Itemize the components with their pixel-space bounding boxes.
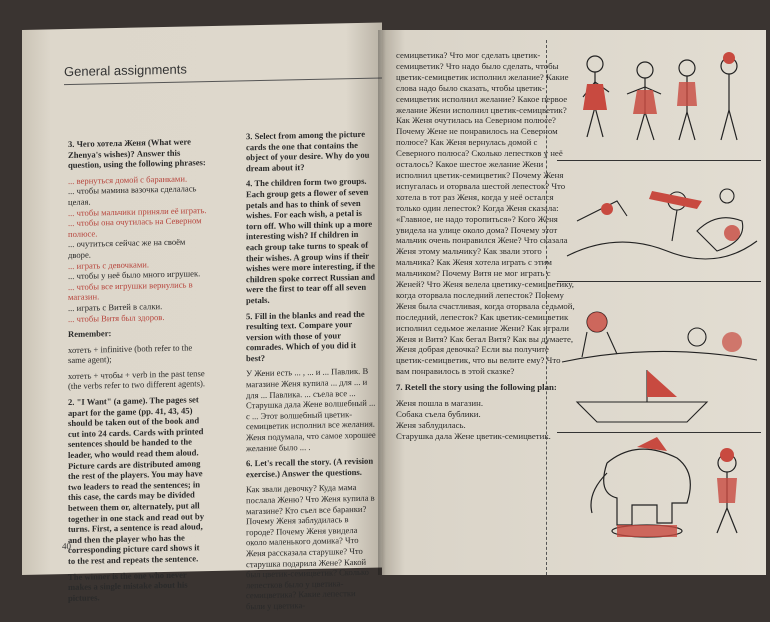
phrase-item: ... вернуться домой с баранками. [68,173,188,186]
task-4-groups: 4. The children form two groups. Each group gets a flower of seven petals and has to think of seven wishes. For each wish, a petal is torn off. Who will think up a more interesting wish? If children in each group take turns to speak of their wishes. A group wins if their wishes were more interesting, if the children spoke correct Russian and were the first to tear off all seven petals. [246,176,376,306]
task-7-retell: 7. Retell the story using the following plan: [396,382,557,393]
phrase-item: ... очутиться сейчас же на своём дворе. [68,236,186,260]
phrase-item: ... чтобы она очутилась на Северном полюсе. [68,215,202,239]
game-winner-rule: The winner is the one who never makes a single mistake about his pictures. [68,569,188,603]
right-page [382,30,766,575]
illustration-strip [557,42,761,582]
left-column [68,136,208,608]
right-column [246,129,376,617]
task-5-fill-blanks: 5. Fill in the blanks and read the resulting text. Compare your version with those of your comrades. Which of you did it best? [246,308,365,364]
remember-title: Remember: [68,328,112,340]
task-6-questions: Как звали девочку? Куда мама послала Женю? Что Женя купила в магазине? Кто съел все баранки? Почему Женя заблудилась в городе? Почему Женя увидела около маленького домика? Что Женя рассказала старушке? Что старушка подарила Жене? Какой был цветик-семицветик? Сколько лепестков было у цветика-семицветика? Какие лепестки были у цветика- [246,482,375,612]
task-5-text: У Жени есть ... , ... и ... Павлик. В магазине Женя купила ... для ... и для ... Павлика. ... съела все ... Старушка дала Жене волшебный ... с ... Этот волшебный цветик-семицветик исполнил все желания. Женя подумала, что самое хорошее желание было ... . [246,366,376,453]
north-pole-illustration [557,161,761,282]
phrase-item: ... чтобы мамина вазочка сделалась целая. [68,183,197,208]
phrase-item: ... чтобы у неё было много игрушек. [68,268,201,282]
cut-line [546,40,547,575]
task-6-recall: 6. Let's recall the story. (A revision exercise.) Answer the questions. [246,455,374,480]
header-rule [64,77,382,85]
task-2-game: 2. "I Want" (a game). The pages set apart for the game (pp. 41, 43, 45) should be taken out of the book and cut into 24 cards. Cards with printed sentences should be handed to the leader, who would read them aloud. Picture cards are distributed among the rest of the players. You may have two leaders to read the sentences; in this case, the cards may be divided between them or, alternately, put all together in one stack and read out by turns. First, a sentence is read aloud, and then the player who has the corresponding picture card shows it to the rest and repeats the sentence. [68,394,204,567]
retell-plan [396,398,576,442]
phrase-item: ... чтобы все игрушки вернулись в магазин. [68,279,193,303]
phrase-item: ... играть с Витей в салки. [68,300,163,313]
book-gutter [378,30,386,575]
page-number: 40 [62,540,71,552]
beach-boat-illustration [557,282,761,433]
plan-item: Женя пошла в магазин. [396,398,484,409]
task-3-intro: 3. Чего хотела Женя (What were Zhenya's wishes)? Answer this question, using the following phrases: [68,136,206,171]
children-walking-illustration [557,42,761,161]
plan-item: Старушка дала Жене цветик-семицветик. [396,430,551,441]
open-book [8,30,768,612]
remember-rule-1: хотеть + infinitive (both refer to the same agent); [68,342,193,366]
page-header: General assignments [64,61,187,80]
plan-item: Собака съела бублики. [396,409,481,419]
phrase-item: ... играть с девочками. [68,258,150,271]
phrase-list [68,173,208,324]
plan-item: Женя заблудилась. [396,419,466,430]
circus-elephant-illustration [557,433,761,543]
phrase-item: ... чтобы Витя был здоров. [68,311,165,324]
left-page [22,22,382,612]
phrase-item: ... чтобы мальчики приняли её играть. [68,204,207,218]
task-3-select: 3. Select from among the picture cards the one that contains the object of your desire. Why do you dream about it? [246,128,370,174]
story-questions: семицветика? Что мог сделать цветик-семицветик? Что надо было сделать, чтобы цветик-семицветик исполнил желание? Какие слова надо было сказать, чтобы цветик-семицветик исполнил желание? Какое первое желание Жени исполнил цветик-семицветик? Как Женя очутилась на Северном полюсе? Почему Жене не понравилось на Северном полюсе? Как Женя вернулась домой с Северного полюса? Сколько лепестков у неё осталось? Какое шестое желание Жени исполнил цветик-семицветик? Почему Женя испугалась и оторвала шестой лепесток? Что хотела в тот раз Женя, когда у неё остался только один лепесток? Когда Женя сказала: «Главное, не надо торопиться»? Кого Женя увидела на улице около дома? Почему этот мальчик очень понравился Жене? Что сказала Женя этому мальчику? Как звали этого мальчика? Как Женя хотела играть с этим мальчиком? Почему Витя не мог играть с Женей? Что Женя велела цветику-семицветику, когда оторвала последний лепесток? Почему Женя была счастливая, когда оторвала седьмой, последний, лепесток? Как цветик-семицветик исполнил седьмое желание Жени? Как играли Женя и Витя? Как бегал Витя? Как вы думаете, Женя добрая девочка? Если вы получите цветик-семицветик, что вы велите ему? Что вам понравилось в этой сказке? [396,50,575,377]
questions-column [396,50,576,447]
remember-rule-2: хотеть + чтобы + verb in the past tense (the verbs refer to two different agents). [68,368,206,392]
